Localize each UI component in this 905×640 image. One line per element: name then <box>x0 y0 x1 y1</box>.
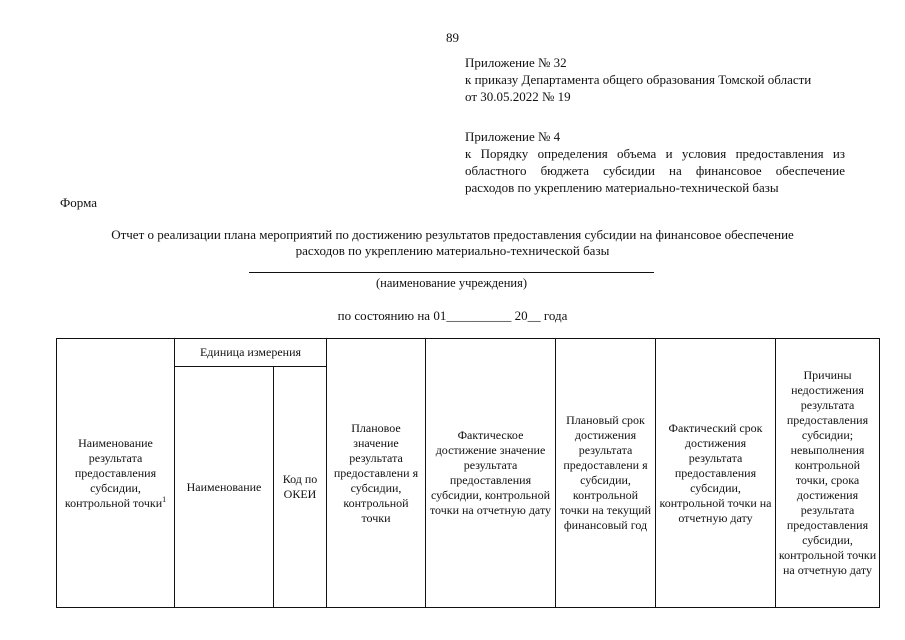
header-actual-term: Фактический срок достижения результата предоставления субсидии, контрольной точки на отчетную дату <box>656 339 776 608</box>
header-reasons: Причины недостижения результата предоставления субсидии; невыполнения контрольной точки, срока достижения результата предоставления субсидии, контрольной точки на отчетную дату <box>776 339 880 608</box>
header-actual-value: Фактическое достижение значение результата предоставления субсидии, контрольной точки на отчетную дату <box>426 339 556 608</box>
header-unit-name: Наименование <box>175 367 274 608</box>
appendix-32-order: к приказу Департамента общего образования Томской области <box>465 72 812 87</box>
appendix-4-line-3: областного бюджета субсидии на финансовое обеспечение <box>465 163 845 178</box>
appendix-32-date: от 30.05.2022 № 19 <box>465 89 571 104</box>
as-of-date-line: по состоянию на 01__________ 20__ года <box>337 308 568 323</box>
institution-blank-line <box>249 272 654 273</box>
header-unit-group: Единица измерения <box>175 339 327 367</box>
report-table <box>56 338 880 608</box>
appendix-32-block <box>465 54 845 105</box>
report-title <box>60 227 845 259</box>
header-planned-value: Плановое значение результата предоставлени я субсидии, контрольной точки <box>327 339 426 608</box>
header-result-name: Наименование результата предоставления субсидии, контрольной точки$^1$ <box>57 339 175 608</box>
form-label: Форма <box>60 195 97 210</box>
appendix-4-line-2: к Порядку определения объема и условия предоставления из <box>465 146 845 161</box>
appendix-4-block <box>465 128 845 196</box>
appendix-32-title: Приложение № 32 <box>465 55 567 70</box>
header-unit-code: Код по ОКЕИ <box>274 367 327 608</box>
footnote-marker: 1 <box>162 494 167 504</box>
page-number: 89 <box>446 30 459 45</box>
report-title-line-1: Отчет о реализации плана мероприятий по достижению результатов предоставления субсидии на финансовое обеспечение <box>111 227 794 242</box>
header-planned-term: Плановый срок достижения результата предоставлени я субсидии, контрольной точки на текущий финансовый год <box>556 339 656 608</box>
appendix-4-title: Приложение № 4 <box>465 129 561 144</box>
institution-caption: (наименование учреждения) <box>376 276 527 290</box>
appendix-4-line-4: расходов по укреплению материально-технической базы <box>465 180 779 195</box>
report-title-line-2: расходов по укреплению материально-технической базы <box>295 243 610 258</box>
